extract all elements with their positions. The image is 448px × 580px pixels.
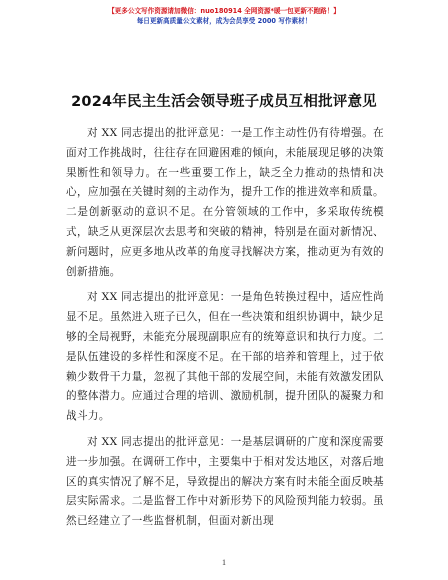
paragraph: 对 XX 同志提出的批评意见：一是角色转换过程中，适应性尚显不足。虽然进入班子已久，但在一些决策和组织协调中，缺少足够的全局视野，未能充分展现副职应有的统筹意识和执行力度。二是队伍建设的多样性和深度不足。在干部的培养和管理上，过于依赖少数骨干力量，忽视了其他干部的发展空间，未能有效激发团队的整体潜力。应通过合理的培训、激励机制，提升团队的凝聚力和战斗力。 [66,291,384,423]
document-title: 2024年民主生活会领导班子成员互相批评意见 [71,94,377,110]
paragraph: 对 XX 同志提出的批评意见：一是工作主动性仍有待增强。在面对工作挑战时，往往存在回避困难的倾向，未能展现足够的决策果断性和领导力。在一些重要工作上，缺乏全力推动的热情和决心，应加强在关键时刻的主动作为，提升工作的推进效率和质量。二是创新驱动的意识不足。在分管领域的工作中，多采取传统模式，缺乏从更深层次去思考和突破的精神，特别是在面对新情况、新问题时，应更多地从改革的角度寻找解决方案，推动更为有效的创新措施。 [66,127,384,278]
paragraph: 对 XX 同志提出的批评意见：一是基层调研的广度和深度需要进一步加强。在调研工作中，主要集中于相对发达地区，对落后地区的真实情况了解不足，导致提出的解决方案有时未能全面反映基层实际需求。二是监督工作中对新形势下的风险预判能力较弱。虽然已经建立了一些监督机制，但面对新出现 [66,435,384,528]
page-number: 1 [222,558,226,567]
header-banner [0,6,448,26]
document-body [66,124,384,538]
banner-member-line: 每日更新高质量公文素材，成为会员享受 2000 写作素材！ [136,17,312,25]
banner-promo-line: 【更多公文写作资源请加微信：nuo180914 全网资源*暖一包更新不跑路！】 [108,7,340,15]
